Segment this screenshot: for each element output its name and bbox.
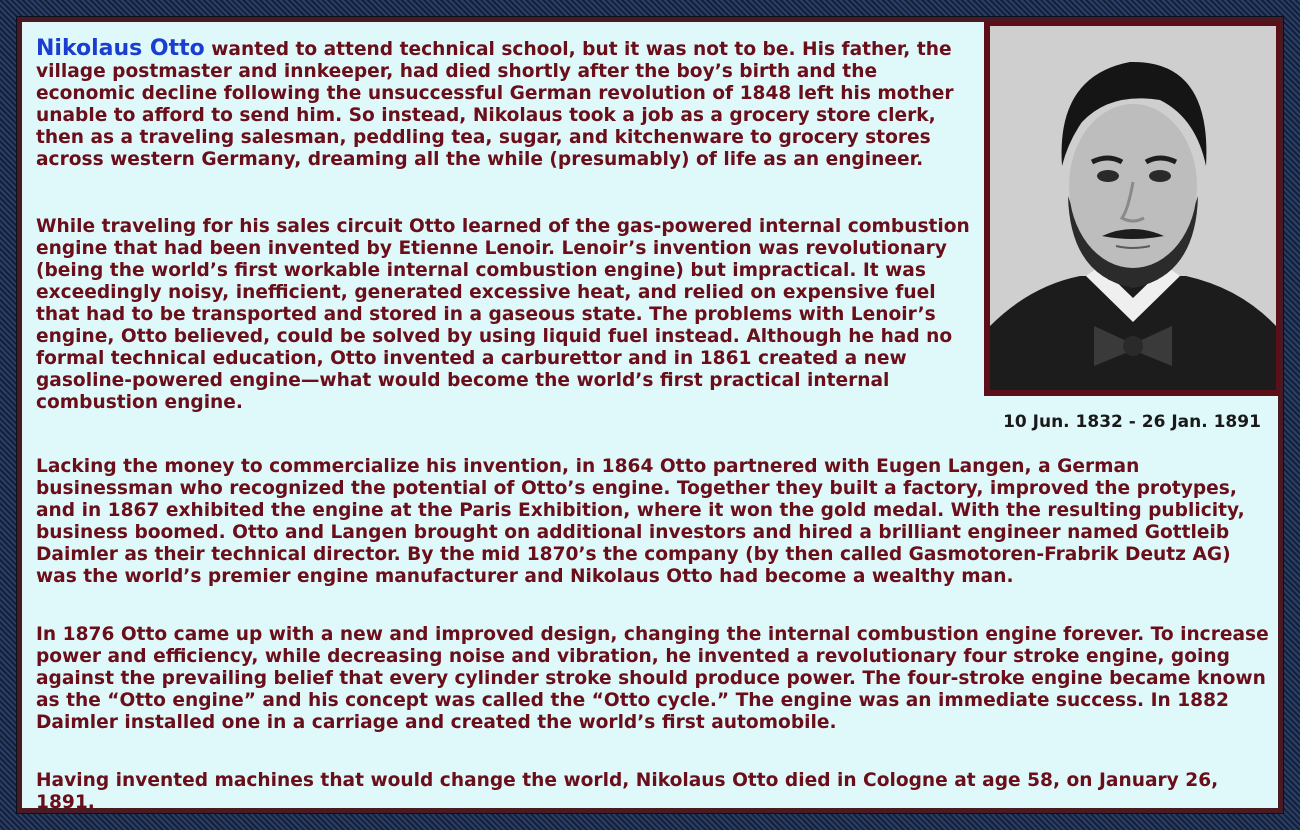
paragraph-lenoir: While traveling for his sales circuit Otto learned of the gas-powered internal combustion engine that had been invented by Etienne Lenoir. Lenoir’s invention was revolutionary (being the world’s first workable internal combustion engine) but impractical. It was exceedingly noisy, inefficient, generated excessive heat, and relied on expensive fuel that had to be transported and stored in a gaseous state. The problems with Lenoir’s engine, Otto believed, could be solved by using liquid fuel instead. Although he had no formal technical education, Otto invented a carburettor and in 1861 created a new gasoline-powered engine—what would become the world’s first practical internal combustion engine.	[36, 216, 970, 413]
portrait-photo	[990, 26, 1276, 390]
paragraph-otto-cycle: In 1876 Otto came up with a new and improved design, changing the internal combustion engine forever. To increase power and efficiency, while decreasing noise and vibration, he invented a revolutionary four stroke engine, going against the prevailing belief that every cylinder stroke should produce power. The four-stroke engine became known as the “Otto engine” and his concept was called the “Otto cycle.” The engine was an immediate success. In 1882 Daimler installed one in a carriage and created the world’s first automobile.	[36, 624, 1269, 733]
paragraph-death: Having invented machines that would change the world, Nikolaus Otto died in Cologne at age 58, on January 26, 1891.	[36, 770, 1219, 813]
article-panel	[22, 22, 1278, 813]
paragraph-langen: Lacking the money to commercialize his invention, in 1864 Otto partnered with Eugen Langen, a German businessman who recognized the potential of Otto’s engine. Together they built a factory, improved the protypes, and in 1867 exhibited the engine at the Paris Exhibition, where it won the gold medal. With the resulting publicity, business boomed. Otto and Langen brought on additional investors and hired a brilliant engineer named Gottleib Daimler as their technical director. By the mid 1870’s the company (by then called Gasmotoren-Frabrik Deutz AG) was the world’s premier engine manufacturer and Nikolaus Otto had become a wealthy man.	[36, 456, 1245, 587]
paragraph-intro	[36, 38, 976, 171]
portrait-illustration	[990, 26, 1276, 390]
portrait-caption: 10 Jun. 1832 - 26 Jan. 1891	[1003, 412, 1261, 432]
person-name: Nikolaus Otto	[36, 36, 205, 61]
paragraph-intro-text: wanted to attend technical school, but it was not to be. His father, the village postmaster and innkeeper, had died shortly after the boy’s birth and the economic decline following the unsuccessful German revolution of 1848 left his mother unable to afford to send him. So instead, Nikolaus took a job as a grocery store clerk, then as a traveling salesman, peddling tea, sugar, and kitchenware to grocery stores across western Germany, dreaming all the while (presumably) of life as an engineer.	[36, 39, 954, 170]
